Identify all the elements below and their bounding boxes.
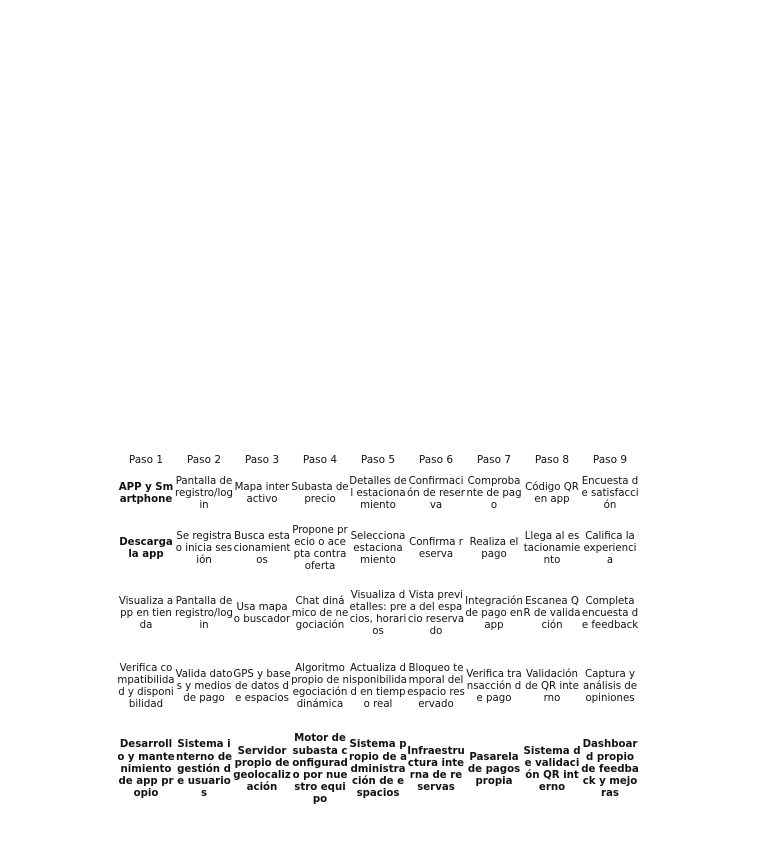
acciones-invisibles-cell-paso-3: GPS y base de datos de espacios bbox=[233, 668, 291, 705]
evidencia-fisica-cell-paso-7: Comprobante de pago bbox=[466, 475, 522, 512]
acciones-invisibles-cell-paso-5: Actualiza disponibilidad en tiempo real bbox=[349, 662, 407, 711]
header-paso-9: Paso 9 bbox=[592, 453, 628, 466]
header-paso-8: Paso 8 bbox=[534, 453, 570, 466]
row-acciones-invisibles bbox=[117, 648, 639, 726]
acciones-invisibles-cell-paso-7: Verifica transacción de pago bbox=[466, 668, 522, 705]
acciones-cliente-cell-paso-9: Califica la experiencia bbox=[583, 530, 637, 567]
header-paso-6: Paso 6 bbox=[418, 453, 454, 466]
procesos-soporte-cell-paso-7: Pasarela de pagos propia bbox=[467, 751, 521, 788]
evidencia-fisica-cell-paso-8: Código QR en app bbox=[525, 481, 579, 505]
header-paso-5: Paso 5 bbox=[360, 453, 396, 466]
procesos-soporte-cell-paso-5: Sistema propio de administración de espacios bbox=[349, 739, 407, 800]
row-acciones-cliente bbox=[117, 518, 639, 580]
acciones-visibles-cell-paso-2: Pantalla de registro/login bbox=[175, 595, 233, 632]
procesos-soporte-cell-paso-2: Sistema interno de gestión de usuarios bbox=[175, 739, 233, 800]
header-row bbox=[117, 450, 639, 470]
acciones-invisibles-cell-paso-9: Captura y análisis de opiniones bbox=[582, 668, 638, 705]
acciones-visibles-cell-paso-4: Chat dinámico de negociación bbox=[291, 595, 349, 632]
acciones-invisibles-cell-paso-1: Verifica compatibilidad y disponibilidad bbox=[117, 662, 175, 711]
service-blueprint-body bbox=[117, 450, 639, 814]
acciones-invisibles-cell-paso-6: Bloqueo temporal del espacio reservado bbox=[407, 662, 465, 711]
evidencia-fisica-cell-paso-3: Mapa interactivo bbox=[234, 481, 290, 505]
header-paso-1: Paso 1 bbox=[128, 453, 164, 466]
row-procesos-soporte bbox=[117, 726, 639, 814]
procesos-soporte-cell-paso-3: Servidor propio de geolocalización bbox=[233, 745, 291, 794]
acciones-cliente-cell-paso-8: Llega al estacionamiento bbox=[523, 530, 581, 567]
procesos-soporte-cell-paso-1: Desarrollo y mantenimiento de app propio bbox=[117, 739, 175, 800]
acciones-visibles-cell-paso-3: Usa mapa o buscador bbox=[233, 601, 291, 625]
acciones-visibles-cell-paso-8: Escanea QR de validación bbox=[523, 595, 581, 632]
procesos-soporte-cell-paso-8: Sistema de validación QR interno bbox=[523, 745, 581, 794]
acciones-cliente-cell-paso-3: Busca estacionamientos bbox=[233, 530, 291, 567]
acciones-cliente-cell-paso-7: Realiza el pago bbox=[469, 536, 519, 560]
header-paso-3: Paso 3 bbox=[244, 453, 280, 466]
evidencia-fisica-cell-paso-9: Encuesta de satisfacción bbox=[581, 475, 639, 512]
evidencia-fisica-cell-paso-4: Subasta de precio bbox=[291, 481, 349, 505]
acciones-visibles-cell-paso-7: Integración de pago en app bbox=[465, 595, 523, 632]
acciones-invisibles-cell-paso-8: Validación de QR interno bbox=[525, 668, 579, 705]
acciones-cliente-cell-paso-2: Se registra o inicia sesión bbox=[175, 530, 233, 567]
acciones-invisibles-cell-paso-2: Valida datos y medios de pago bbox=[175, 668, 233, 705]
acciones-cliente-cell-paso-4: Propone precio o acepta contraoferta bbox=[292, 524, 348, 573]
acciones-cliente-cell-paso-1: Descarga la app bbox=[119, 536, 173, 560]
procesos-soporte-cell-paso-4: Motor de subasta configurado por nuestro equipo bbox=[292, 733, 348, 806]
procesos-soporte-cell-paso-9: Dashboard propio de feedback y mejoras bbox=[581, 739, 639, 800]
acciones-visibles-cell-paso-9: Completa encuesta de feedback bbox=[581, 595, 639, 632]
acciones-cliente-cell-paso-6: Confirma reserva bbox=[409, 536, 463, 560]
header-paso-7: Paso 7 bbox=[476, 453, 512, 466]
evidencia-fisica-cell-paso-6: Confirmación de reserva bbox=[407, 475, 465, 512]
row-evidencia-fisica bbox=[117, 470, 639, 518]
row-acciones-visibles bbox=[117, 580, 639, 648]
evidencia-fisica-cell-paso-1: APP y Smartphone bbox=[118, 481, 174, 505]
header-paso-4: Paso 4 bbox=[302, 453, 338, 466]
acciones-cliente-cell-paso-5: Selecciona estacionamiento bbox=[350, 530, 406, 567]
service-blueprint-table bbox=[117, 450, 639, 814]
procesos-soporte-cell-paso-6: Infraestructura interna de reservas bbox=[407, 745, 465, 794]
evidencia-fisica-cell-paso-2: Pantalla de registro/login bbox=[175, 475, 233, 512]
acciones-visibles-cell-paso-1: Visualiza app en tienda bbox=[118, 595, 174, 632]
header-paso-2: Paso 2 bbox=[186, 453, 222, 466]
acciones-visibles-cell-paso-5: Visualiza detalles: precios, horarios bbox=[349, 589, 407, 638]
evidencia-fisica-cell-paso-5: Detalles del estacionamiento bbox=[349, 475, 407, 512]
acciones-visibles-cell-paso-6: Vista previa del espacio reservado bbox=[407, 589, 465, 638]
acciones-invisibles-cell-paso-4: Algoritmo propio de negociación dinámica bbox=[291, 662, 349, 711]
